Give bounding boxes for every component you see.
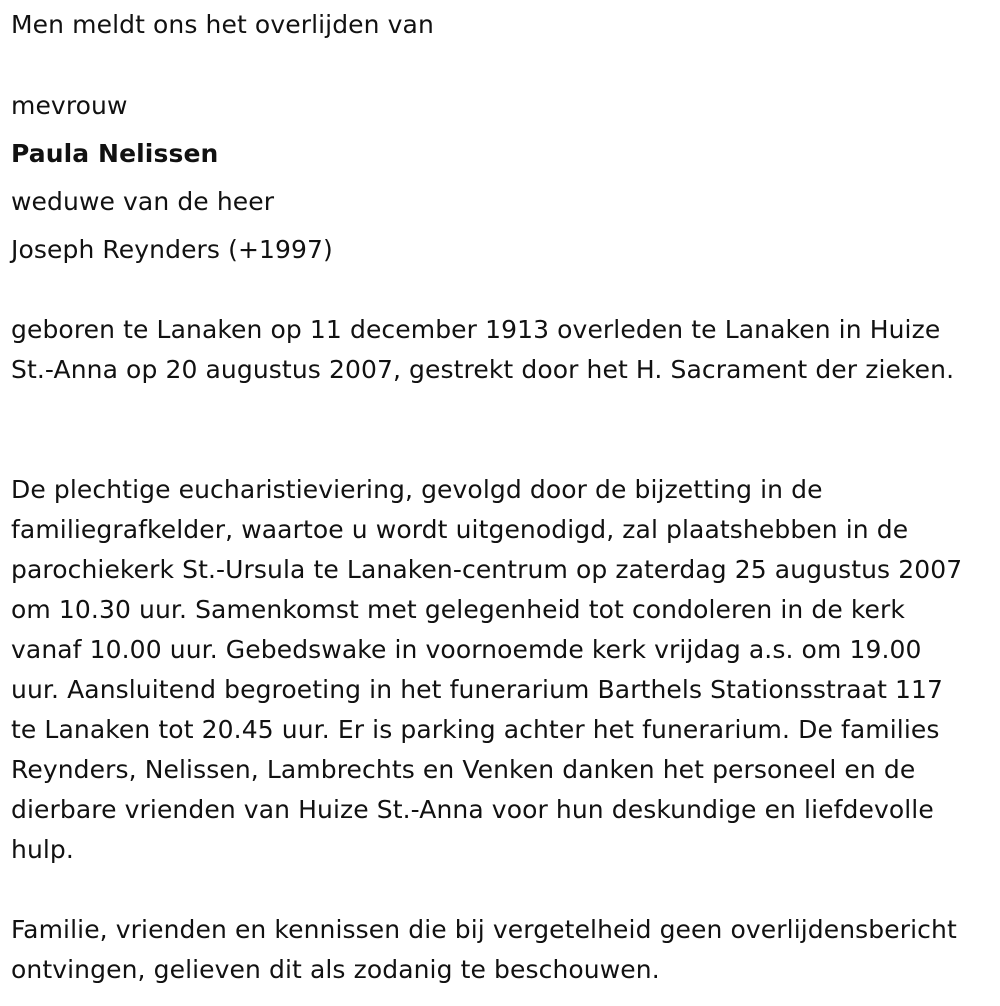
birth-death-paragraph: geboren te Lanaken op 11 december 1913 overleden te Lanaken in Huize St.-Anna op 20 augustus 2007, gestrekt door het H. Sacrament der zieken. bbox=[11, 315, 955, 384]
spouse-line: Joseph Reynders (+1997) bbox=[11, 235, 333, 264]
title-line: mevrouw bbox=[11, 91, 128, 120]
closing-paragraph: Familie, vrienden en kennissen die bij vergetelheid geen overlijdensbericht ontvingen, gelieven dit als zodanig te beschouwen. bbox=[11, 915, 957, 984]
relation-line: weduwe van de heer bbox=[11, 187, 275, 216]
deceased-name: Paula Nelissen bbox=[11, 139, 219, 168]
intro-line: Men meldt ons het overlijden van bbox=[11, 10, 434, 39]
ceremony-paragraph: De plechtige eucharistieviering, gevolgd door de bijzetting in de familiegrafkelder, waartoe u wordt uitgenodigd, zal plaatshebben in de parochiekerk St.-Ursula te Lanaken-centrum op zaterdag 25 augustus 2007 om 10.30 uur. Samenkomst met gelegenheid tot condoleren in de kerk vanaf 10.00 uur. Gebedswake in voornoemde kerk vrijdag a.s. om 19.00 uur. Aansluitend begroeting in het funerarium Barthels Stationsstraat 117 te Lanaken tot 20.45 uur. Er is parking achter het funerarium. De families Reynders, Nelissen, Lambrechts en Venken danken het personeel en de dierbare vrienden van Huize St.-Anna voor hun deskundige en liefdevolle hulp. bbox=[11, 475, 963, 864]
